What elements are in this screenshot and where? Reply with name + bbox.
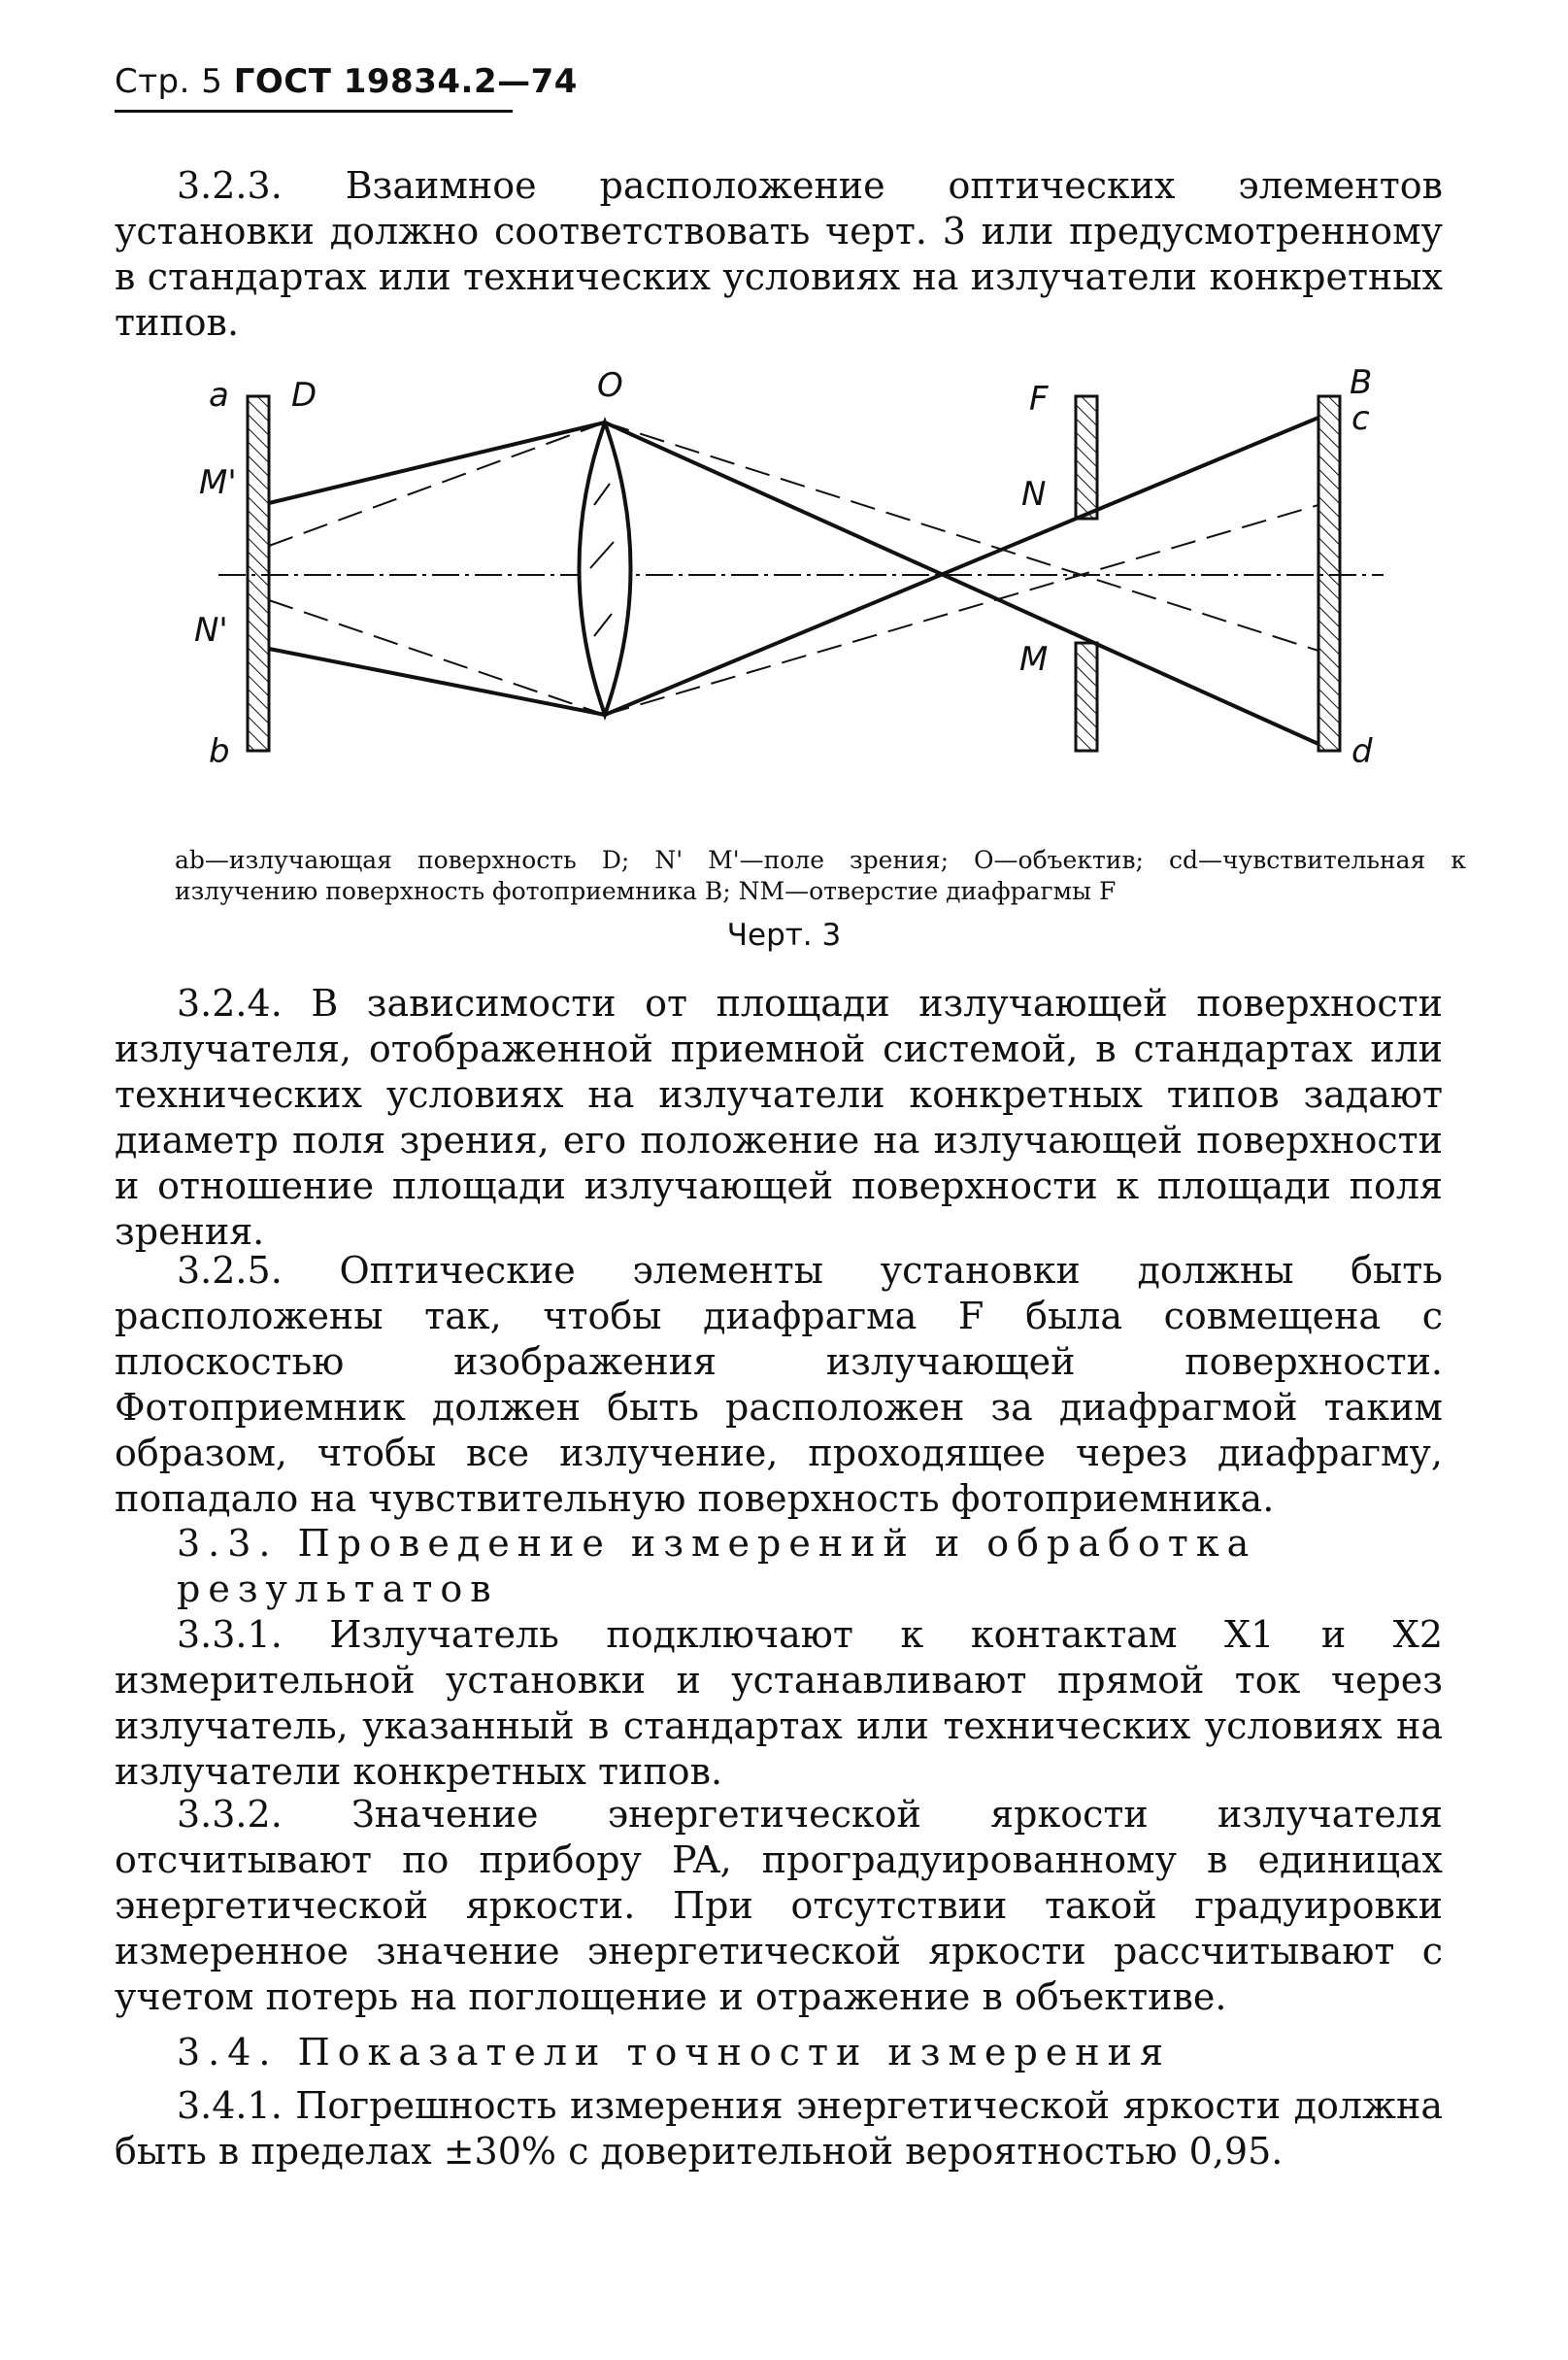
label-B: B [1350,363,1373,402]
label-F: F [1029,380,1049,419]
label-N-prime: N' [194,611,228,650]
diaphragm-upper [1076,396,1097,519]
label-M-prime: M' [199,463,237,502]
label-N: N [1021,475,1047,514]
emitter-plate [248,396,269,751]
label-d: d [1351,732,1373,771]
optical-scheme-diagram [0,359,1568,787]
label-b: b [209,732,230,771]
label-D: D [291,376,317,415]
paragraph-3-2-3: 3.2.3. Взаимное расположение оптических элементов установки должно соответствовать черт. 3 или предусмотренному в стандартах или технических условиях на излучатели конкретных типов. [115,164,1443,344]
detector-plate [1318,396,1340,751]
paragraph-3-3-1: 3.3.1. Излучатель подключают к контактам X1 и X2 измерительной установки и устанавливают прямой ток через излучатель, указанный в стандартах или технических условиях на излучатели конкретных типов. [115,1613,1443,1793]
header-rule [115,110,513,113]
paragraph-3-3-2: 3.3.2. Значение энергетической яркости излучателя отсчитывают по прибору PA, проградуированному в единицах энергетической яркости. При отсутствии такой градуировки измеренное значение энергетической яркости рассчитывают с учетом потерь на поглощение и отражение в объективе. [115,1793,1443,2018]
figure-caption: ab—излучающая поверхность D; N' M'—поле зрения; O—объектив; cd—чувствительная к излучению поверхность фотоприемника B; NM—отверстие диафрагмы F [175,846,1466,905]
section-heading-3-4: 3.4. Показатели точности измерения [177,2031,1171,2073]
section-heading-3-3: 3.3. Проведение измерений и обработка результатов [177,1522,1257,1610]
page-header [115,62,578,101]
paragraph-3-2-4: 3.2.4. В зависимости от площади излучающей поверхности излучателя, отображенной приемной системой, в стандартах или технических условиях на излучатели конкретных типов задают диаметр поля зрения, его положение на излучающей поверхности и отношение площади излучающей поверхности к площади поля зрения. [115,982,1443,1253]
standard-number: ГОСТ 19834.2—74 [233,62,578,101]
paragraph-3-2-5: 3.2.5. Оптические элементы установки должны быть расположены так, чтобы диафрагма F была совмещена с плоскостью изображения излучающей поверхности. Фотоприемник должен быть расположен за диафрагмой таким образом, чтобы все излучение, проходящее через диафрагму, попадало на чувствительную поверхность фотоприемника. [115,1249,1443,1520]
solid-rays [269,418,1318,744]
objective-lens [580,422,631,715]
diaphragm-lower [1076,643,1097,751]
paragraph-3-4-1: 3.4.1. Погрешность измерения энергетической яркости должна быть в пределах ±30% с доверительной вероятностью 0,95. [115,2084,1443,2173]
label-M: M [1019,640,1049,679]
label-a: a [209,376,229,415]
page-number: Стр. 5 [115,62,223,101]
label-O: O [597,366,623,405]
label-c: c [1351,399,1370,438]
figure-title: Черт. 3 [726,918,842,953]
